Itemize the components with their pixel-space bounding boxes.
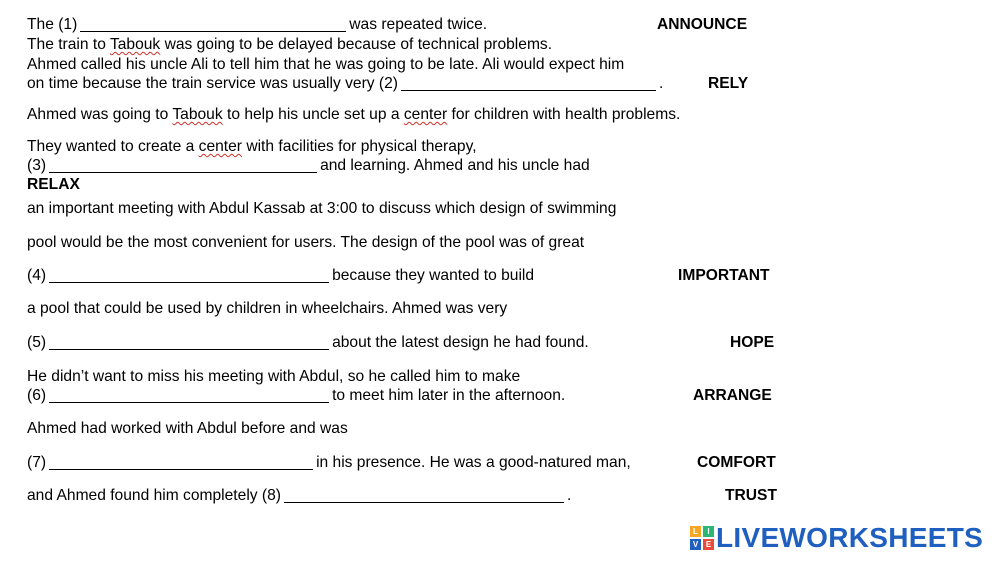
spell-flagged-word: center [198, 138, 242, 155]
answer-blank-5[interactable] [49, 335, 329, 350]
exercise-line-18 [27, 486, 571, 506]
line-5-middle: to help his uncle set up a [222, 106, 404, 123]
answer-blank-7[interactable] [49, 455, 313, 470]
line-17-prefix: (7) [27, 454, 47, 471]
line-7-suffix: and learning. Ahmed and his uncle had [320, 157, 590, 174]
line-11-suffix: because they wanted to build [332, 267, 535, 284]
exercise-line-5 [27, 105, 680, 125]
answer-blank-3[interactable] [49, 158, 317, 173]
logo-mark-v: V [690, 539, 701, 550]
logo-mark-i: I [703, 526, 714, 537]
exercise-line-1 [27, 15, 487, 35]
line-4-prefix: on time because the train service was usually very (2) [27, 75, 398, 92]
liveworksheets-logo-icon [690, 526, 714, 550]
line-17-suffix: in his presence. He was a good-natured man, [316, 454, 631, 471]
exercise-line-6 [27, 137, 477, 157]
line-14-text: He didn’t want to miss his meeting with Abdul, so he called him to make [27, 368, 521, 385]
answer-blank-4[interactable] [49, 268, 329, 283]
line-1-suffix: was repeated twice. [349, 16, 488, 33]
line-15-suffix: to meet him later in the afternoon. [332, 387, 566, 404]
answer-blank-2[interactable] [401, 76, 656, 91]
line-12-text: a pool that could be used by children in wheelchairs. Ahmed was very [27, 300, 508, 317]
exercise-line-10 [27, 233, 584, 253]
answer-blank-6[interactable] [49, 388, 329, 403]
logo-mark-l: L [690, 526, 701, 537]
spell-flagged-word: center [403, 106, 448, 123]
keyword-hope: HOPE [730, 334, 775, 351]
keyword-important: IMPORTANT [678, 267, 770, 284]
spell-flagged-word: Tabouk [109, 36, 161, 53]
line-2-suffix: was going to be delayed because of technical problems. [160, 36, 553, 53]
line-5-prefix: Ahmed was going to [27, 106, 173, 123]
line-11-prefix: (4) [27, 267, 47, 284]
line-16-text: Ahmed had worked with Abdul before and was [27, 420, 348, 437]
line-18-prefix: and Ahmed found him completely (8) [27, 487, 281, 504]
spell-flagged-word: Tabouk [172, 106, 223, 123]
exercise-line-14 [27, 367, 520, 387]
keyword-rely: RELY [708, 75, 749, 92]
line-3-text: Ahmed called his uncle Ali to tell him that he was going to be late. Ali would expect him [27, 56, 625, 73]
logo-mark-e: E [703, 539, 714, 550]
keyword-arrange: ARRANGE [693, 387, 772, 404]
exercise-line-17 [27, 453, 631, 473]
line-5-suffix: for children with health problems. [447, 106, 681, 123]
line-13-suffix: about the latest design he had found. [332, 334, 589, 351]
exercise-line-15 [27, 386, 565, 406]
exercise-line-3 [27, 55, 624, 75]
line-18-suffix: . [566, 487, 572, 504]
exercise-line-7 [27, 156, 590, 176]
exercise-line-16 [27, 419, 348, 439]
answer-blank-1[interactable] [80, 17, 346, 32]
exercise-line-13 [27, 333, 589, 353]
answer-blank-8[interactable] [284, 488, 564, 503]
line-9-text: an important meeting with Abdul Kassab at 3:00 to discuss which design of swimming [27, 200, 617, 217]
exercise-line-4 [27, 74, 663, 94]
exercise-line-12 [27, 299, 507, 319]
line-2-prefix: The train to [27, 36, 110, 53]
exercise-line-2 [27, 35, 552, 55]
keyword-comfort: COMFORT [697, 454, 776, 471]
keyword-trust: TRUST [725, 487, 777, 504]
line-10-text: pool would be the most convenient for users. The design of the pool was of great [27, 234, 585, 251]
line-6-prefix: They wanted to create a [27, 138, 199, 155]
line-7-prefix: (3) [27, 157, 47, 174]
line-1-prefix: The (1) [27, 16, 78, 33]
keyword-announce: ANNOUNCE [657, 16, 748, 33]
keyword-relax: RELAX [27, 176, 80, 193]
exercise-line-11 [27, 266, 534, 286]
line-4-suffix: . [658, 75, 664, 92]
liveworksheets-logo [690, 521, 983, 555]
exercise-line-9 [27, 199, 616, 219]
line-6-suffix: with facilities for physical therapy, [241, 138, 477, 155]
logo-wordmark: LIVEWORKSHEETS [716, 522, 984, 553]
line-13-prefix: (5) [27, 334, 47, 351]
line-15-prefix: (6) [27, 387, 47, 404]
